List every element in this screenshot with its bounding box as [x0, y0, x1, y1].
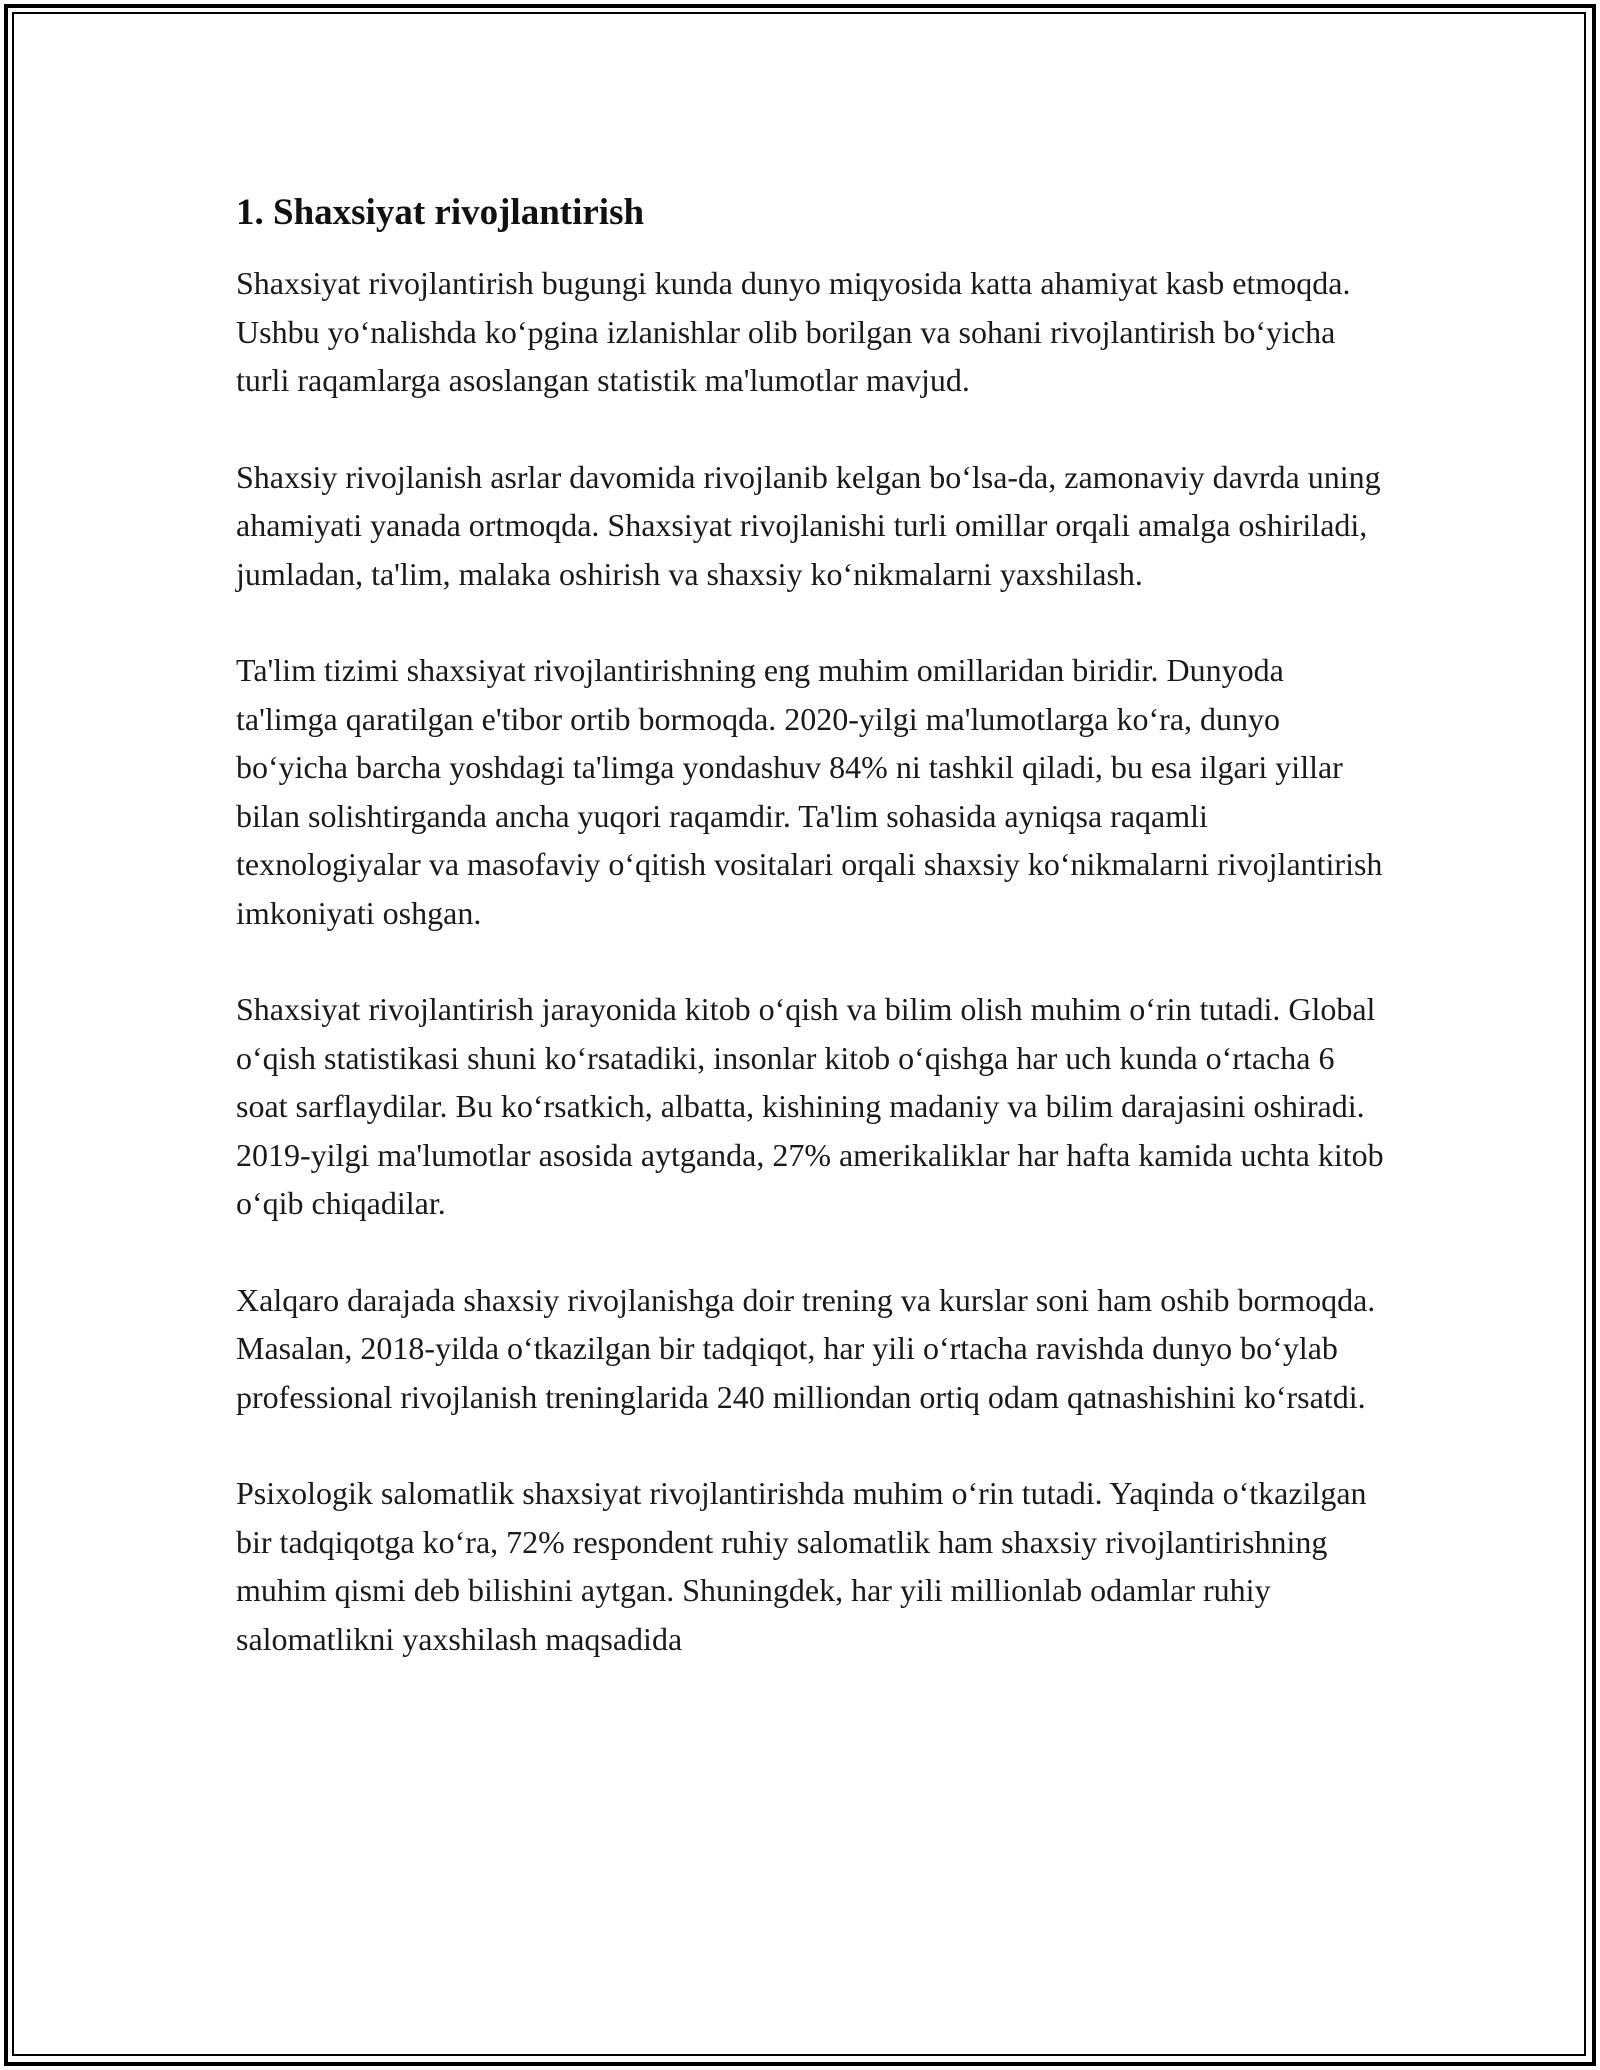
document-body: [236, 185, 1386, 1711]
paragraph-6: Psixologik salomatlik shaxsiyat rivojlantirishda muhim o‘rin tutadi. Yaqinda o‘tkazilgan bir tadqiqotga ko‘ra, 72% respondent ruhiy salomatlik ham shaxsiy rivojlantirishning muhim qismi deb bilishini aytgan. Shuningdek, har yili millionlab odamlar ruhiy salomatlikni yaxshilash maqsadida: [236, 1475, 1367, 1657]
paragraph-1: Shaxsiyat rivojlantirish bugungi kunda dunyo miqyosida katta ahamiyat kasb etmoqda. Ushbu yo‘nalishda ko‘pgina izlanishlar olib borilgan va sohani rivojlantirish bo‘yicha turli raqamlarga asoslangan statistik ma'lumotlar mavjud.: [236, 265, 1351, 398]
section-heading: 1. Shaxsiyat rivojlantirish: [236, 192, 645, 233]
paragraph-5: Xalqaro darajada shaxsiy rivojlanishga doir trening va kurslar soni ham oshib bormoqda. Masalan, 2018-yilda o‘tkazilgan bir tadqiqot, har yili o‘rtacha ravishda dunyo bo‘ylab professional rivojlanish treninglarida 240 milliondan ortiq odam qatnashishini ko‘rsatdi.: [236, 1281, 1376, 1415]
paragraph-2: Shaxsiy rivojlanish asrlar davomida rivojlanib kelgan bo‘lsa-da, zamonaviy davrda uning ahamiyati yanada ortmoqda. Shaxsiyat rivojlanishi turli omillar orqali amalga oshiriladi, jumladan, ta'lim, malaka oshirish va shaxsiy ko‘nikmalarni yaxshilash.: [236, 458, 1381, 592]
paragraph-3: Ta'lim tizimi shaxsiyat rivojlantirishning eng muhim omillaridan biridir. Dunyoda ta'limga qaratilgan e'tibor ortib bormoqda. 2020-yilgi ma'lumotlarga ko‘ra, dunyo bo‘yicha barcha yoshdagi ta'limga yondashuv 84% ni tashkil qiladi, bu esa ilgari yillar bilan solishtirganda ancha yuqori raqamdir. Ta'lim sohasida ayniqsa raqamli texnologiyalar va masofaviy o‘qitish vositalari orqali shaxsiy ko‘nikmalarni rivojlantirish imkoniyati oshgan.: [236, 652, 1383, 931]
paragraph-4: Shaxsiyat rivojlantirish jarayonida kitob o‘qish va bilim olish muhim o‘rin tutadi. Global o‘qish statistikasi shuni ko‘rsatadiki, insonlar kitob o‘qishga har uch kunda o‘rtacha 6 soat sarflaydilar. Bu ko‘rsatkich, albatta, kishining madaniy va bilim darajasini oshiradi. 2019-yilgi ma'lumotlar asosida aytganda, 27% amerikaliklar har hafta kamida uchta kitob o‘qib chiqadilar.: [236, 991, 1384, 1221]
